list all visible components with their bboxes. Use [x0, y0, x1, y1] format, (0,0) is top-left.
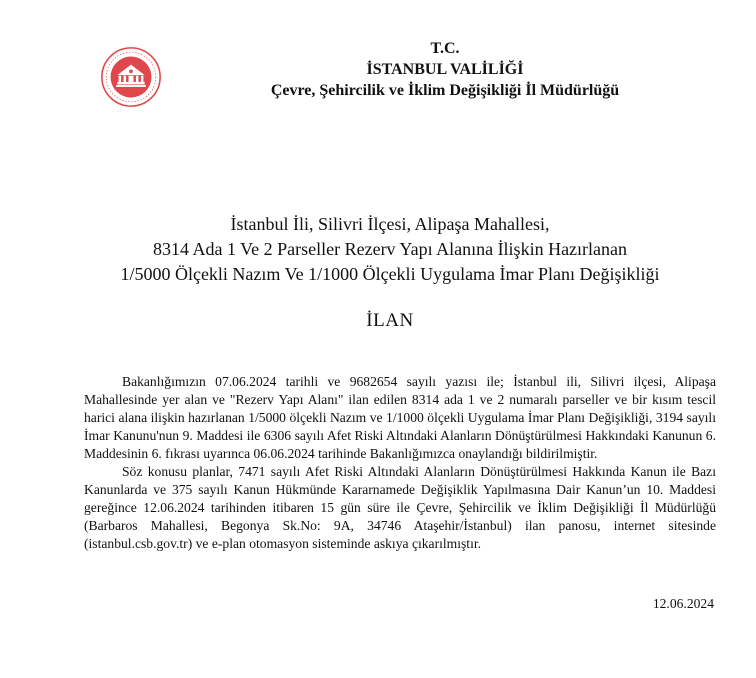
announcement-heading: İLAN — [366, 310, 414, 331]
title-line-1: İstanbul İli, Silivri İlçesi, Alipaşa Mahallesi, — [230, 214, 550, 234]
ministry-seal-icon — [100, 46, 162, 108]
letterhead-governorship: İSTANBUL VALİLİĞİ — [366, 61, 524, 78]
letterhead-directorate: Çevre, Şehircilik ve İklim Değişikliği İl Müdürlüğü — [270, 82, 620, 99]
document-date: 12.06.2024 — [652, 596, 714, 611]
letterhead-country: T.C. — [430, 40, 460, 57]
title-line-3: 1/5000 Ölçekli Nazım Ve 1/1000 Ölçekli Uygulama İmar Planı Değişikliği — [120, 264, 660, 284]
body-paragraph-2: Söz konusu planlar, 7471 sayılı Afet Riski Altındaki Alanların Dönüştürülmesi Hakkında Kanun ile Bazı Kanunlarda ve 375 sayılı Kanun Hükmünde Kararnamede Değişiklik Yapılmasına Dair Kanun’un 10. Maddesi gereğince 12.06.2024 tarihinden itibaren 15 gün süre ile Çevre, Şehircilik ve İklim Değişikliği İl Müdürlüğü (Barbaros Mahallesi, Begonya Sk.No: 9A, 34746 Ataşehir/İstanbul) ilan panosu, internet sitesinde (istanbul.csb.gov.tr) ve e-plan otomasyon sisteminde askıya çıkarılmıştır. — [84, 464, 716, 551]
announcement-body — [84, 373, 716, 553]
document-title — [40, 212, 740, 287]
body-paragraph-1: Bakanlığımızın 07.06.2024 tarihli ve 9682654 sayılı yazısı ile; İstanbul ili, Silivri ilçesi, Alipaşa Mahallesinde yer alan ve "Rezerv Yapı Alanı" ilan edilen 8314 ada 1 ve 2 numaralı parseller ve bir kısım tescil harici alana ilişkin hazırlanan 1/5000 ölçekli Nazım ve 1/1000 ölçekli Uygulama İmar Planı Değişikliği, 3194 sayılı İmar Kanunu'nun 9. Maddesi ile 6306 sayılı Afet Riski Altındaki Alanların Dönüştürülmesi Hakkındaki Kanunun 6. Maddesinin 6. fıkrası uyarınca 06.06.2024 tarihinde Bakanlığımızca onaylandığı bildirilmiştir. — [84, 374, 716, 461]
title-line-2: 8314 Ada 1 Ve 2 Parseller Rezerv Yapı Alanına İlişkin Hazırlanan — [152, 239, 628, 259]
letterhead — [230, 38, 660, 101]
